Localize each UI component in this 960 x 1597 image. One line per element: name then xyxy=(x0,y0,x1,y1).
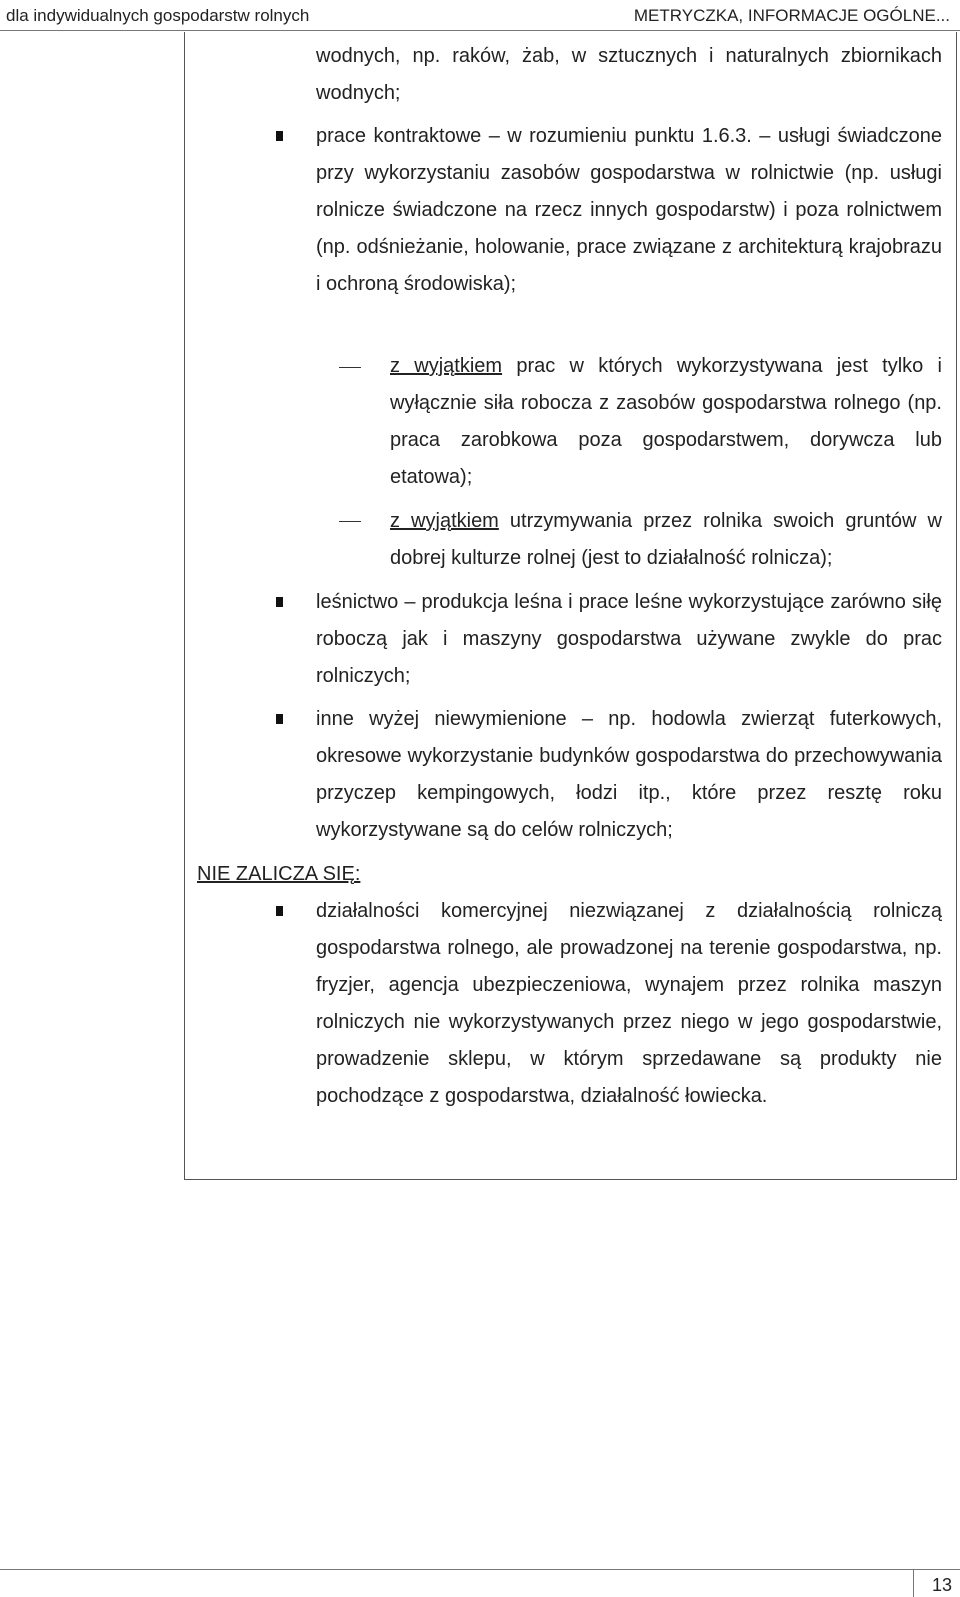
dash-icon xyxy=(339,521,361,522)
page-header xyxy=(0,0,960,32)
page-number: 13 xyxy=(931,1575,952,1595)
bullet-icon xyxy=(276,906,283,916)
list-item-contract-work: prace kontraktowe – w rozumieniu punktu 1.6.3. – usługi świadczone przy wykorzystaniu zasobów gospodarstwa w rolnictwie (np. usługi rolnicze świadczone na rzecz innych gospodarstw) i poza rolnictwem (np. odśnieżanie, holowanie, prace związane z architekturą krajobrazu i ochroną środowiska); xyxy=(316,125,942,295)
list-item-forestry: leśnictwo – produkcja leśna i prace leśne wykorzystujące zarówno siłę roboczą jak i maszyny gospodarstwa używane zwykle do prac rolniczych; xyxy=(316,591,942,687)
sub-item-exception-labor xyxy=(390,348,942,496)
exception-lead: z wyjątkiem xyxy=(390,355,503,377)
bullet-icon xyxy=(276,597,283,607)
dash-icon xyxy=(339,367,361,368)
exception-lead: z wyjątkiem xyxy=(390,510,499,532)
section-title-not-included: NIE ZALICZA SIĘ: xyxy=(197,863,361,885)
exception-text: utrzymywania przez rolnika swoich gruntów w dobrej kulturze rolnej (jest to działalność rolnicza); xyxy=(390,510,942,569)
bullet-icon xyxy=(276,714,283,724)
list-item-other: inne wyżej niewymienione – np. hodowla zwierząt futerkowych, okresowe wykorzystanie budynków gospodarstwa do przechowywania przyczep kempingowych, łodzi itp., które przez resztę roku wykorzystywane są do celów rolniczych; xyxy=(316,708,942,841)
header-right-title: METRYCZKA, INFORMACJE OGÓLNE... xyxy=(633,6,950,25)
sub-item-exception-land xyxy=(390,503,942,577)
header-divider xyxy=(0,30,960,31)
header-left-title: dla indywidualnych gospodarstw rolnych xyxy=(6,6,310,25)
continued-paragraph: wodnych, np. raków, żab, w sztucznych i naturalnych zbiornikach wodnych; xyxy=(316,45,942,104)
footer-divider xyxy=(0,1569,960,1570)
exception-text: prac w których wykorzystywana jest tylko i wyłącznie siła robocza z zasobów gospodarstwa rolnego (np. praca zarobkowa poza gospodarstwem, dorywcza lub etatowa); xyxy=(390,355,942,488)
list-item-excluded-activity: działalności komercyjnej niezwiązanej z działalnością rolniczą gospodarstwa rolnego, ale prowadzonej na terenie gospodarstwa, np. fryzjer, agencja ubezpieczeniowa, wynajem przez rolnika maszyn rolniczych nie wykorzystywanych przez niego w jego gospodarstwie, prowadzenie sklepu, w którym sprzedawane są produkty nie pochodzące z gospodarstwa, działalność łowiecka. xyxy=(316,900,942,1107)
bullet-icon xyxy=(276,131,283,141)
